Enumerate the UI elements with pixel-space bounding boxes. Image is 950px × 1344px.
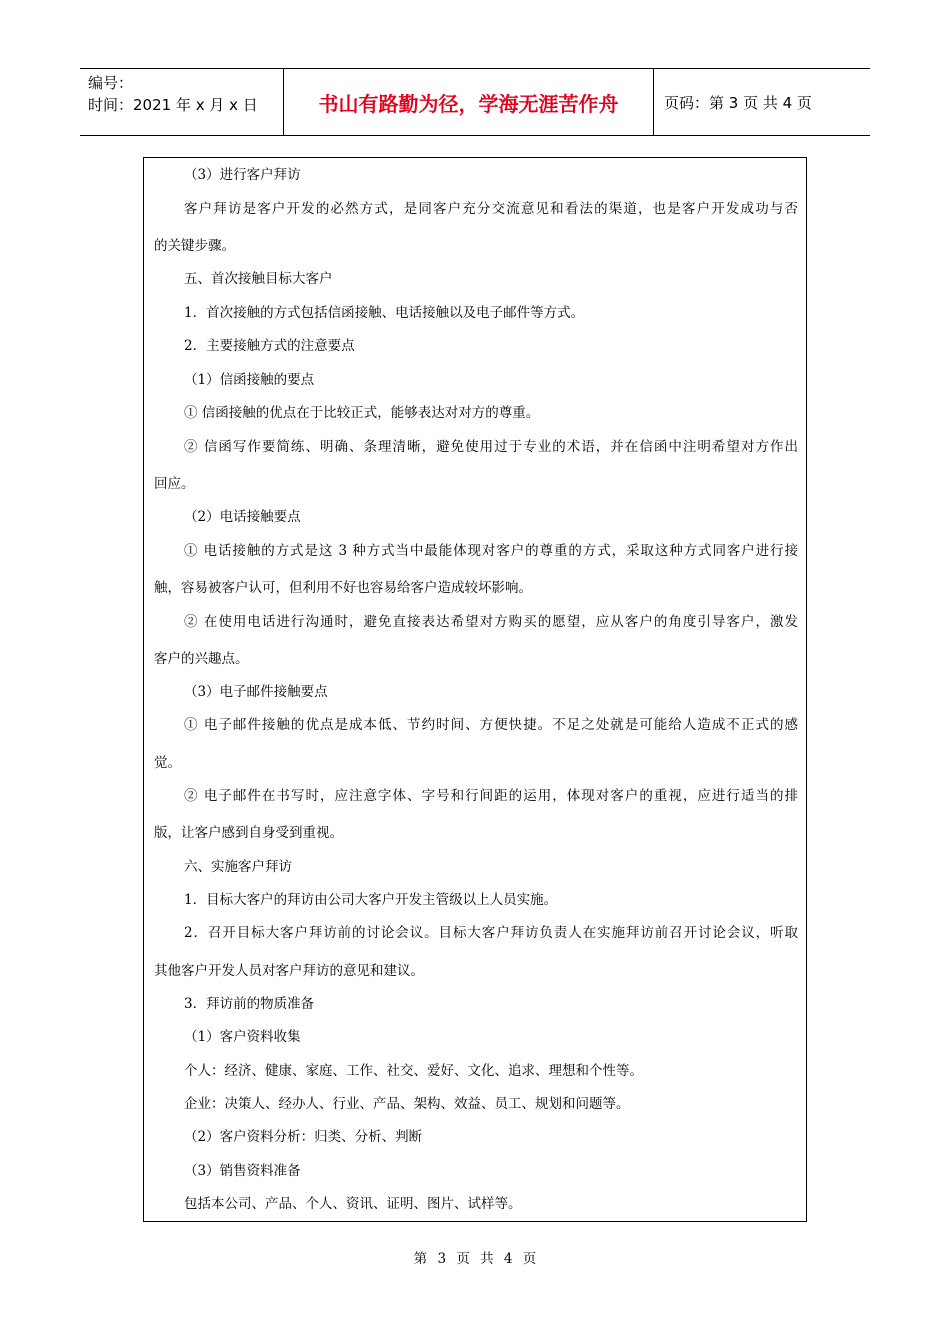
motto: 书山有路勤为径，学海无涯苦作舟 [283,69,654,135]
paragraph-line: 1．目标大客户的拜访由公司大客户开发主管级以上人员实施。 [184,892,558,908]
section-line: （3）进行客户拜访 [184,167,301,183]
paragraph-line: 1．首次接触的方式包括信函接触、电话接触以及电子邮件等方式。 [184,305,585,321]
heading-line: 五、首次接触目标大客户 [184,271,333,287]
time-label: 时间：2021 年 x 月 x 日 [88,96,258,114]
page-footer: 第 3 页 共 4 页 [413,1251,537,1267]
section-line: （1）信函接触的要点 [184,372,315,388]
paragraph-line: ① 电子邮件接触的优点是成本低、节约时间、方便快捷。不足之处就是可能给人造成不正式的感 [184,717,798,733]
section-line: （2）电话接触要点 [184,509,301,525]
paragraph-line: 2．召开目标大客户拜访前的讨论会议。目标大客户拜访负责人在实施拜访前召开讨论会议，听取 [184,925,798,941]
paragraph-line: ② 在使用电话进行沟通时，避免直接表达希望对方购买的愿望，应从客户的角度引导客户，激发 [184,614,798,630]
paragraph-line: 回应。 [154,476,195,492]
paragraph-line: 触，容易被客户认可，但利用不好也容易给客户造成较坏影响。 [154,580,532,596]
content-box [143,157,807,1222]
paragraph-line: 客户的兴趣点。 [154,651,249,667]
paragraph-line: ① 电话接触的方式是这 3 种方式当中最能体现对客户的尊重的方式，采取这种方式同客户进行接 [184,543,798,559]
section-line: （1）客户资料收集 [184,1029,301,1045]
paragraph-line: ① 信函接触的优点在于比较正式，能够表达对对方的尊重。 [184,405,540,421]
paragraph-line: ② 电子邮件在书写时，应注意字体、字号和行间距的运用，体现对客户的重视，应进行适当的排 [184,788,798,804]
paragraph-line: 其他客户开发人员对客户拜访的意见和建议。 [154,963,424,979]
heading-line: 六、实施客户拜访 [184,859,292,875]
page-label: 页码：第 3 页 共 4 页 [664,93,812,112]
paragraph-line: 个人：经济、健康、家庭、工作、社交、爱好、文化、追求、理想和个性等。 [184,1063,643,1079]
paragraph-line: 2．主要接触方式的注意要点 [184,338,355,354]
paragraph-line: 包括本公司、产品、个人、资讯、证明、图片、试样等。 [184,1196,522,1212]
paragraph-line: 企业：决策人、经办人、行业、产品、架构、效益、员工、规划和问题等。 [184,1096,630,1112]
section-line: （3）电子邮件接触要点 [184,684,328,700]
header-table [80,68,870,136]
header-left-cell [80,69,283,135]
number-label: 编号： [88,74,134,92]
paragraph-line: 觉。 [154,755,181,771]
paragraph-line: 的关键步骤。 [154,238,235,254]
section-line: （3）销售资料准备 [184,1163,301,1179]
paragraph-line: ② 信函写作要简练、明确、条理清晰，避免使用过于专业的术语，并在信函中注明希望对方作出 [184,439,798,455]
paragraph-line: 3．拜访前的物质准备 [184,996,315,1012]
paragraph-line: 客户拜访是客户开发的必然方式，是同客户充分交流意见和看法的渠道，也是客户开发成功与否 [184,201,798,217]
section-line: （2）客户资料分析：归类、分析、判断 [184,1129,423,1145]
paragraph-line: 版，让客户感到自身受到重视。 [154,825,343,841]
